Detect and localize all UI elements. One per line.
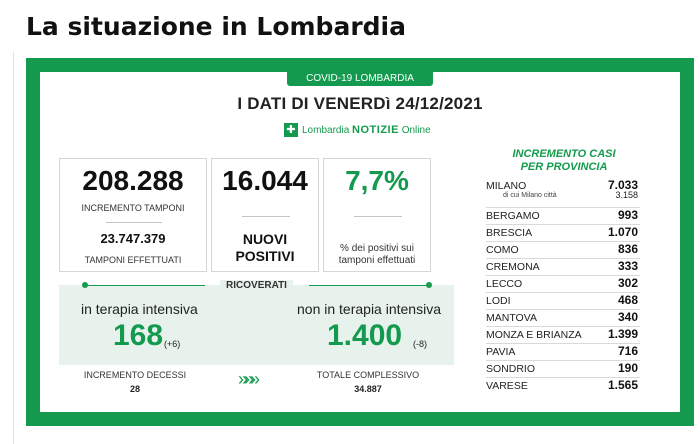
province-value: 716 [617,344,638,358]
province-name: BRESCIA [486,227,533,239]
province-value: 190 [617,361,638,375]
positivi-value: 16.044 [222,165,308,196]
province-value: 302 [617,276,638,290]
decessi-total-value: 34.887 [354,384,382,394]
province-row [486,259,640,276]
province-value: 468 [617,293,638,307]
province-row [486,327,640,344]
tamponi-total-label: TAMPONI EFFETTUATI [84,255,182,265]
province-row [486,276,640,293]
page-title: La situazione in Lombardia [26,12,406,41]
intensive-label: in terapia intensiva [81,301,198,317]
province-row [486,225,640,242]
headline: I DATI DI VENERDì 24/12/2021 [237,94,483,113]
brand-text [302,124,431,136]
chevrons-right-icon: »»» [238,369,257,389]
province-row-milano [486,178,640,208]
decessi-increment-label: INCREMENTO DECESSI [83,370,187,380]
percentuale-label-2: tamponi effettuati [338,255,416,266]
province-value: 333 [617,259,638,273]
brand-suffix: Online [401,125,431,136]
province-name: PAVIA [486,346,516,358]
province-name: MILANO [486,180,527,192]
decessi-increment-value: 28 [129,384,140,394]
province-row [486,344,640,361]
province-row [486,293,640,310]
tamponi-increment-value: 208.288 [82,165,184,196]
province-name: VARESE [486,380,528,392]
province-name: LODI [486,295,511,307]
positivi-label-2: POSITIVI [235,248,295,264]
ricoverati-title [59,280,454,291]
infographic-body [40,72,680,412]
ricoverati-title-text: RICOVERATI [220,280,293,291]
percentuale-label-1: % dei positivi sui [340,243,414,254]
province-name: COMO [486,244,519,256]
province-sub-label: di cui Milano città [503,192,557,199]
infographic-card [26,58,694,426]
province-value: 836 [617,242,638,256]
brand [280,122,450,140]
province-name: SONDRIO [486,363,536,375]
percentuale-value: 7,7% [345,165,409,196]
tamponi-box [59,158,207,272]
ricoverati-panel [59,280,454,365]
province-name: CREMONA [486,261,540,273]
brand-logo-icon: ✚ [284,123,298,137]
brand-prefix: Lombardia [302,125,350,136]
intensive-delta: (+6) [164,339,181,349]
province-value: 340 [617,310,638,324]
province-value: 1.399 [607,327,638,341]
province-value: 1.070 [607,225,638,239]
province-value: 993 [617,208,638,222]
province-row [486,310,640,327]
province-title-line-1: INCREMENTO CASI [512,148,616,160]
province-row [486,208,640,225]
covid-tag: COVID-19 LOMBARDIA [287,71,433,86]
province-name: BERGAMO [486,210,540,222]
province-row [486,378,640,395]
percentuale-box [323,158,431,272]
province-title [490,148,638,174]
non-intensive-delta: (-8) [413,339,427,349]
left-divider [13,52,14,444]
tamponi-separator [106,222,162,223]
non-intensive-label: non in terapia intensiva [297,301,441,317]
province-row [486,361,640,378]
positivi-box [211,158,319,272]
decessi-total-label: TOTALE COMPLESSIVO [316,370,420,380]
province-name: MONZA E BRIANZA [486,329,582,341]
intensive-value: 168 [113,319,164,352]
province-name: LECCO [486,278,523,290]
non-intensive-value: 1.400 [327,319,403,352]
positivi-label-1: NUOVI [242,231,288,247]
province-value: 1.565 [607,378,638,392]
province-row [486,242,640,259]
province-sub-value: 3.158 [615,190,638,200]
province-value: 7.033 [607,178,638,192]
province-title-line-2: PER PROVINCIA [520,161,608,173]
brand-name: NOTIZIE [352,124,399,136]
percentuale-separator [354,216,402,217]
province-name: MANTOVA [486,312,537,324]
tamponi-increment-label: INCREMENTO TAMPONI [81,203,185,213]
tamponi-total-value: 23.747.379 [100,231,166,246]
positivi-separator [242,216,290,217]
